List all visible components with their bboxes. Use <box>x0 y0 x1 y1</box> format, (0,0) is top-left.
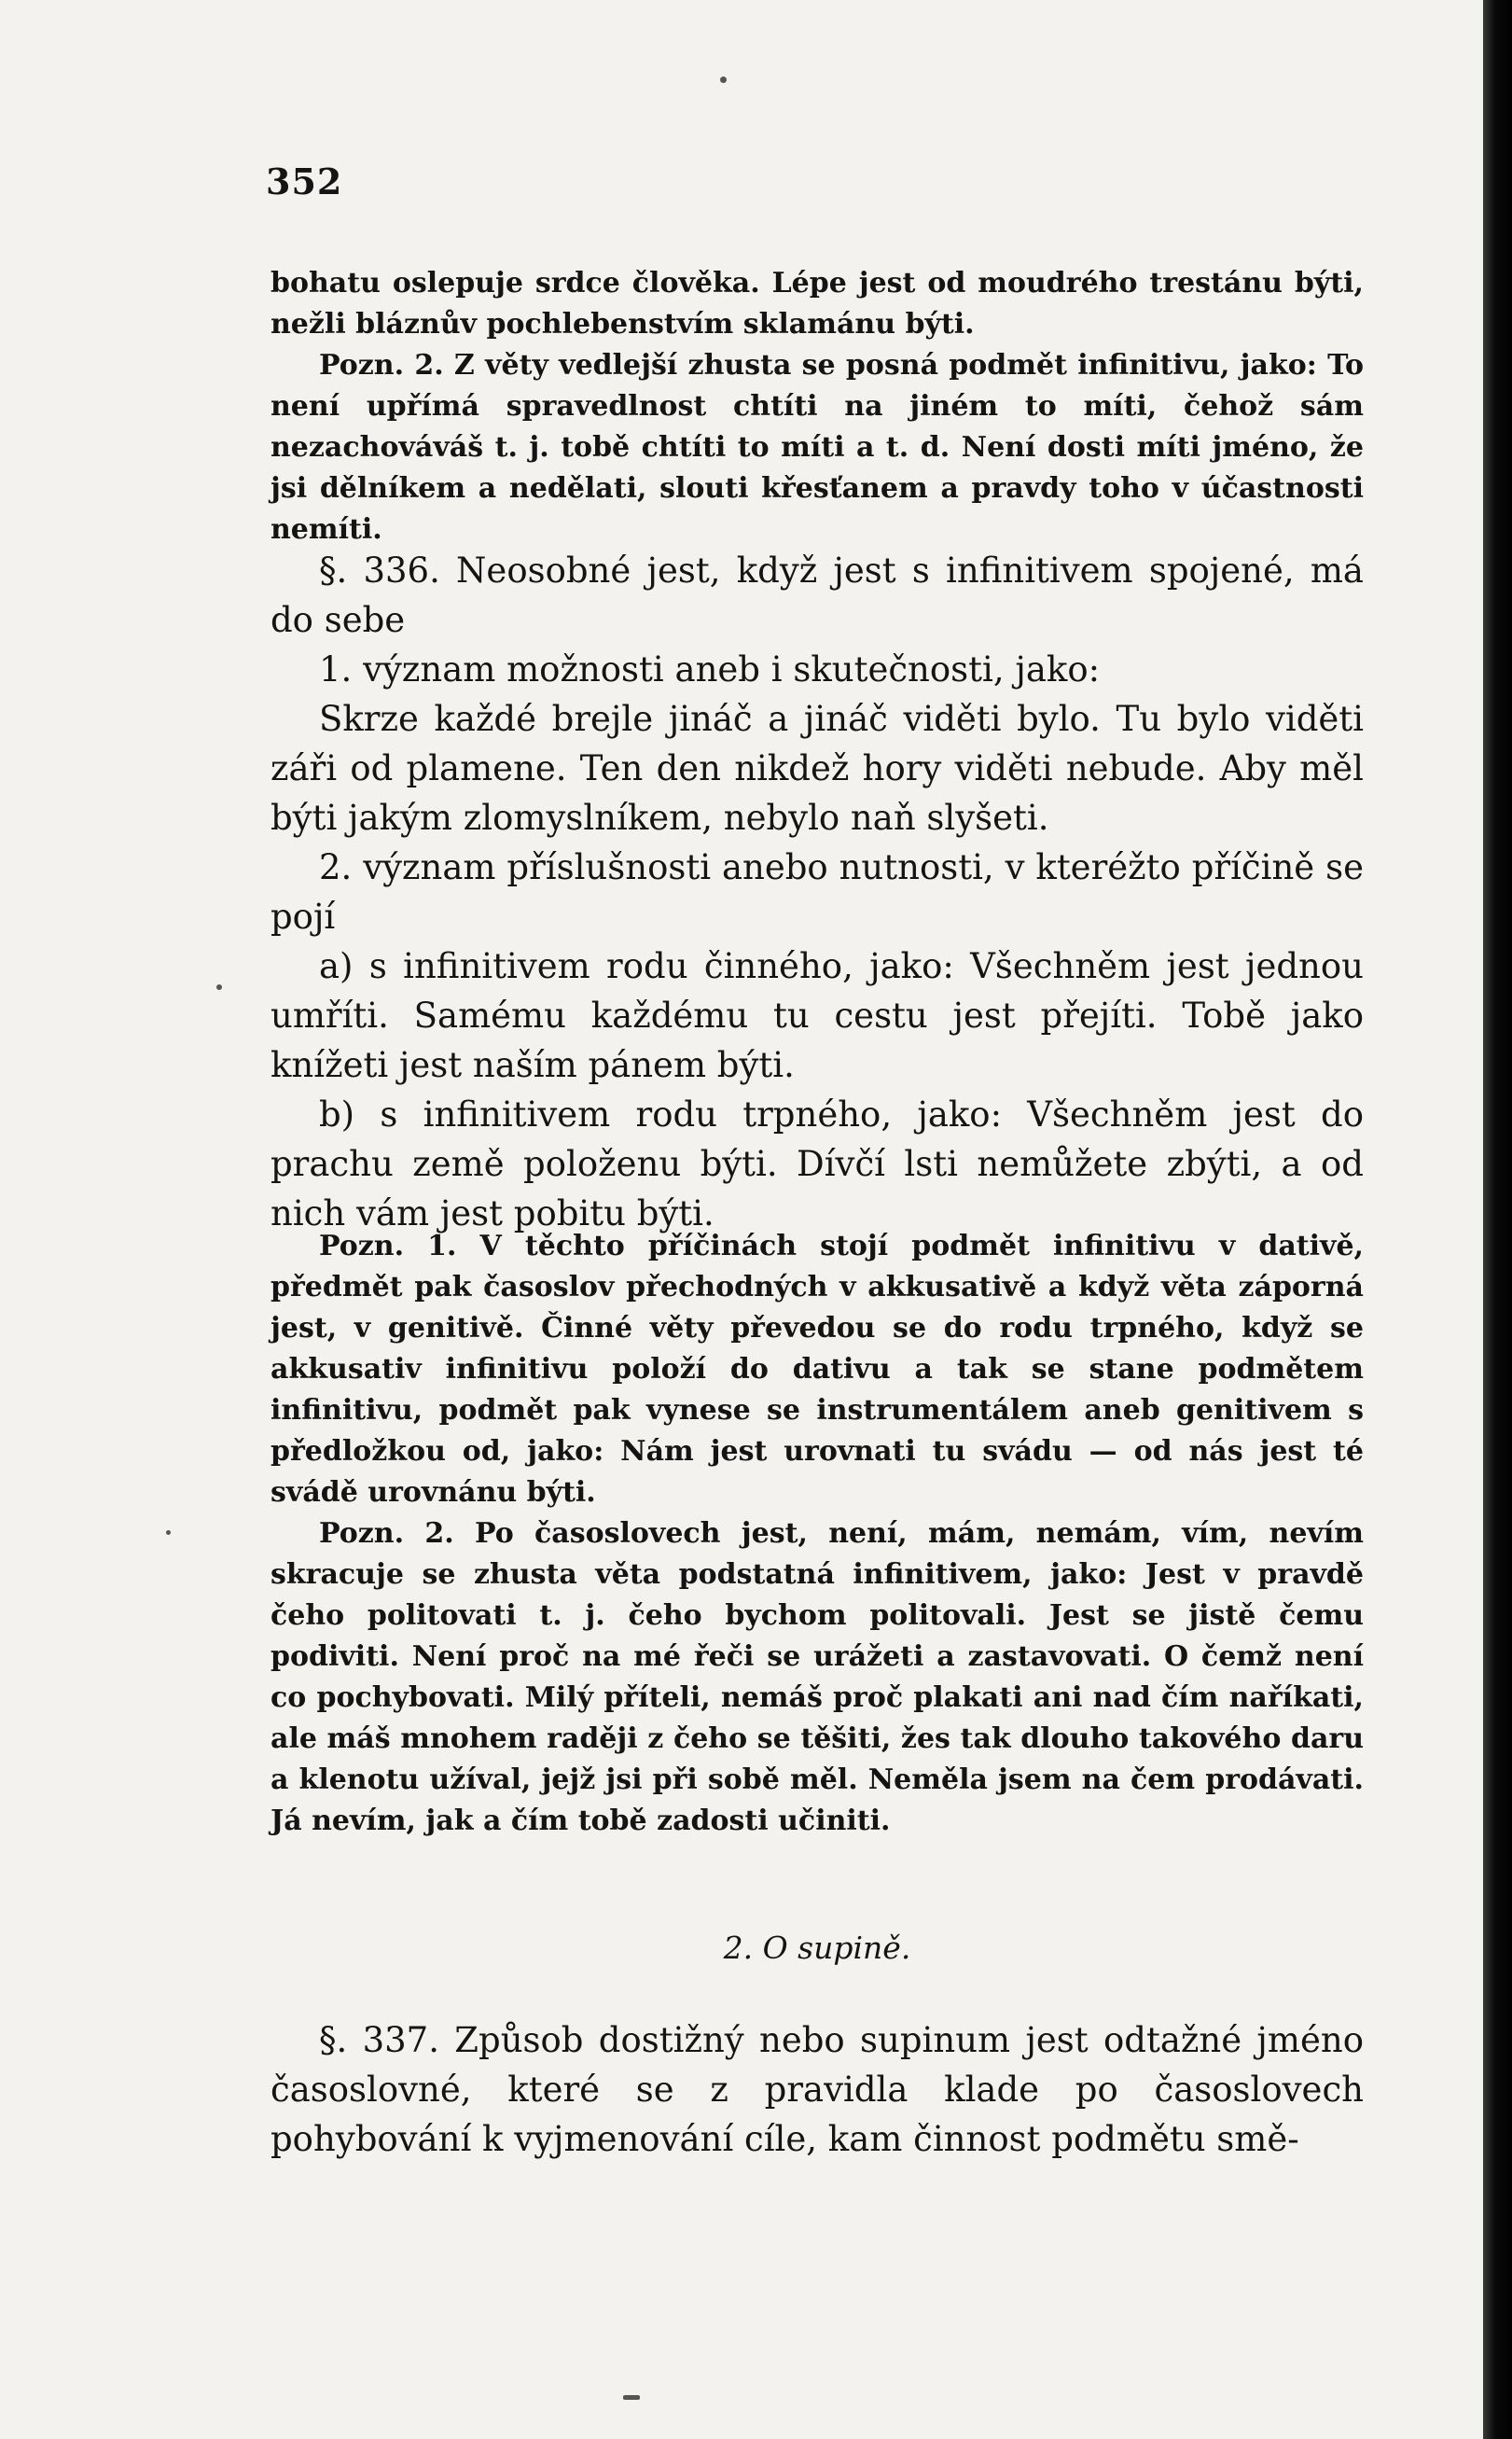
section-337 <box>270 2015 1364 2164</box>
page-number: 352 <box>266 160 343 202</box>
scan-edge <box>1483 0 1512 2439</box>
section-336-point-1: 1. význam možnosti aneb i skutečnosti, jako: <box>319 649 1101 690</box>
section-336 <box>270 546 1364 1238</box>
section-337-text: §. 337. Způsob dostižný nebo supinum jest odtažné jméno časoslovné, které se z pravidla klade po časoslovech pohybování k vyjmenování cíle, kam činnost podmětu smě- <box>270 2020 1364 2159</box>
paper-speck <box>720 77 727 83</box>
paper-speck <box>166 1530 171 1535</box>
note-336-pozn-2: Pozn. 2. Po časoslovech jest, není, mám, nemám, vím, nevím skracuje se zhusta věta podstatná infinitivem, jako: Jest v pravdě čeho politovati t. j. čeho bychom politovali. Jest se jistě čemu podiviti. Není proč na mé řeči se urážeti a zastavovati. O čemž není co pochybovati. Milý příteli, nemáš proč plakati ani nad čím naříkati, ale máš mnohem raději z čeho se těšiti, žes tak dlouho takového daru a klenotu užíval, jejž jsi při sobě měl. Neměla jsem na čem prodávati. Já nevím, jak a čím tobě zadosti učiniti. <box>270 1517 1364 1837</box>
section-336-point-2: 2. význam příslušnosti anebo nutnosti, v kteréžto příčině se pojí <box>270 847 1364 937</box>
notes-336 <box>270 1226 1364 1842</box>
section-heading: 2. O supině. <box>723 1930 911 1966</box>
note-top <box>270 263 1364 551</box>
section-336-point-a: a) s infinitivem rodu činného, jako: Všechněm jest jednou umříti. Samému každému tu cestu jest přejíti. Tobě jako knížeti jest naším pánem býti. <box>270 946 1364 1085</box>
note-336-pozn-1: Pozn. 1. V těchto příčinách stojí podmět infinitivu v dativě, předmět pak časoslov přechodných v akkusativě a když věta záporná jest, v genitivě. Činné věty převedou se do rodu trpného, když se akkusativ infinitivu položí do dativu a tak se stane podmětem infinitivu, podmět pak vynese se instrumentálem aneb genitivem s předložkou od, jako: Nám jest urovnati tu svádu — od nás jest té svádě urovnánu býti. <box>270 1230 1364 1509</box>
note-top-pozn-2: Pozn. 2. Z věty vedlejší zhusta se posná podmět infinitivu, jako: To není upřímá spravedlnost chtíti na jiném to míti, čehož sám nezachováváš t. j. tobě chtíti to míti a t. d. Není dosti míti jméno, že jsi dělníkem a nedělati, slouti křesťanem a pravdy toho v účastnosti nemíti. <box>270 349 1364 546</box>
note-top-continuation: bohatu oslepuje srdce člověka. Lépe jest od moudrého trestánu býti, nežli bláznův pochlebenstvím sklamánu býti. <box>270 267 1364 341</box>
section-336-point-1-text: Skrze každé brejle jináč a jináč viděti bylo. Tu bylo viděti záři od plamene. Ten den nikdež hory viděti nebude. Aby měl býti jakým zlomyslníkem, nebylo naň slyšeti. <box>270 699 1364 838</box>
section-336-point-b: b) s infinitivem rodu trpného, jako: Všechněm jest do prachu země položenu býti. Dívčí lsti nemůžete zbýti, a od nich vám jest pobitu býti. <box>270 1094 1364 1233</box>
section-336-intro: §. 336. Neosobné jest, když jest s infinitivem spojené, má do sebe <box>270 551 1364 640</box>
paper-speck <box>216 984 222 990</box>
paper-speck <box>623 2395 640 2400</box>
